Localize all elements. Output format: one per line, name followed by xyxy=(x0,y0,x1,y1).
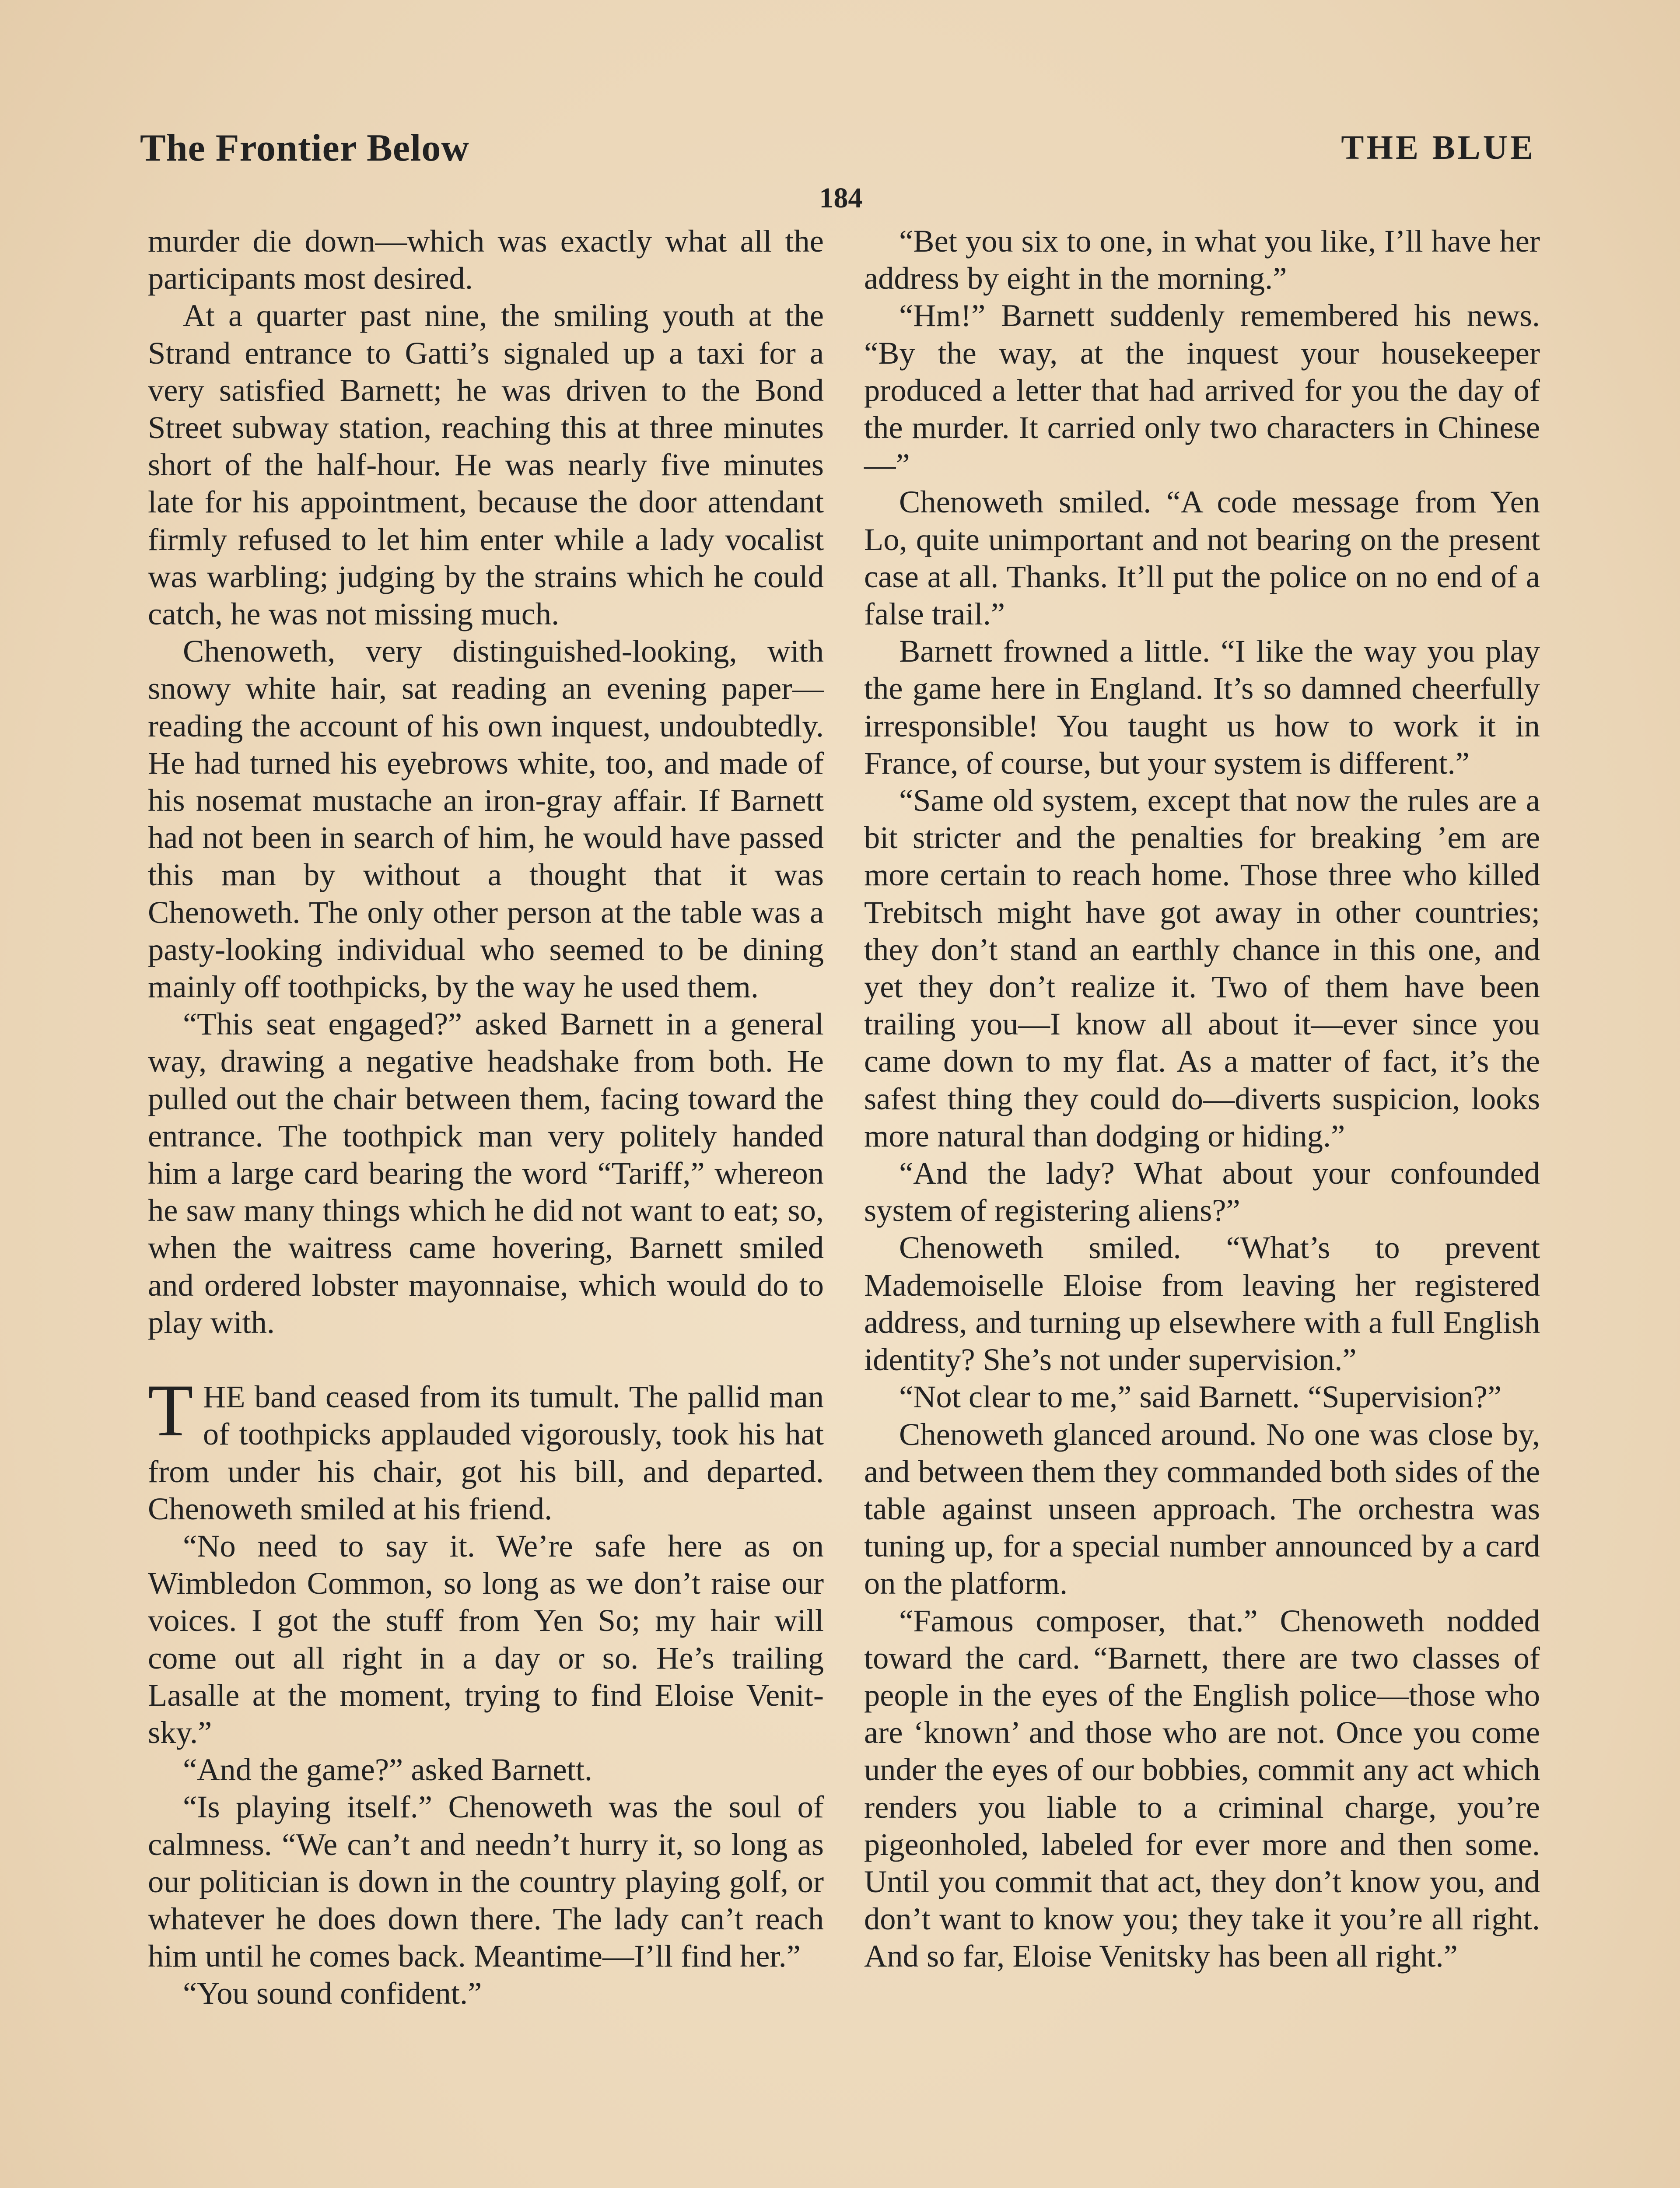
running-head-magazine: THE BLUE xyxy=(1341,128,1536,166)
drop-cap: T xyxy=(148,1369,193,1452)
section-paragraph xyxy=(148,1369,824,1527)
paragraph: Chenoweth smiled. “What’s to prevent Mademoiselle Eloise from leaving her registered address, and turning up elsewhere with a full English identity? She’s not under supervision.” xyxy=(864,1230,1540,1378)
paragraph: Barnett frowned a little. “I like the way you play the game here in England. It’s so damned cheerfully irresponsible! You taught us how to work it in France, of course, but your system is different.” xyxy=(864,633,1540,781)
paragraph: “Not clear to me,” said Barnett. “Supervision?” xyxy=(899,1379,1502,1415)
section-text: HE band ceased from its tumult. The pallid man of toothpicks applauded vigorously, took his hat from under his chair, got his bill, and departed. Chenoweth smiled at his friend. xyxy=(148,1379,824,1526)
running-head-title: The Frontier Below xyxy=(140,127,469,169)
paragraph: At a quarter past nine, the smiling youth at the Strand entrance to Gatti’s signaled up a taxi for a very satisfied Barnett; he was driven to the Bond Street subway station, reaching this at three minutes short of the half-hour. He was nearly five minutes late for his appointment, because the door attendant firmly refused to let him enter while a lady vocalist was warbling; judging by the strains which he could catch, he was not missing much. xyxy=(148,298,824,632)
paragraph: “You sound confident.” xyxy=(183,1975,482,2011)
paragraph: “This seat engaged?” asked Barnett in a general way, drawing a negative headshake from both. He pulled out the chair between them, facing toward the entrance. The toothpick man very politely handed him a large card bearing the word “Tariff,” whereon he saw many things which he did not want to eat; so, when the waitress came hovering, Barnett smiled and ordered lobster mayonnaise, which would do to play with. xyxy=(148,1006,824,1340)
paragraph: “No need to say it. We’re safe here as on Wimbledon Common, so long as we don’t raise our voices. I got the stuff from Yen So; my hair will come out all right in a day or so. He’s trailing Lasalle at the moment, trying to find Eloise Venitsky.” xyxy=(148,1528,824,1750)
paragraph: murder die down—which was exactly what all the participants most desired. xyxy=(148,223,824,296)
left-column xyxy=(148,222,824,2012)
paragraph: Chenoweth glanced around. No one was close by, and between them they commanded both sides of the table against unseen approach. The orchestra was tuning up, for a special number announced by a card on the platform. xyxy=(864,1416,1540,1601)
paragraph: “Hm!” Barnett suddenly remembered his news. “By the way, at the inquest your housekeeper produced a letter that had arrived for you the day of the murder. It carried only two characters in Chinese—” xyxy=(864,298,1540,483)
paragraph: “And the lady? What about your confounded system of registering aliens?” xyxy=(864,1155,1540,1228)
paragraph: “Same old system, except that now the rules are a bit stricter and the penalties for breaking ’em are more certain to reach home. Those three who killed Trebitsch might have got away in other countries; they don’t stand an earthly chance in this one, and yet they don’t realize it. Two of them have been trailing you—I know all about it—ever since you came down to my flat. As a matter of fact, it’s the safest thing they could do—diverts suspicion, looks more natural than dodging or hiding.” xyxy=(864,782,1540,1154)
page-number: 184 xyxy=(819,182,863,214)
paragraph: Chenoweth, very distinguished-looking, with snowy white hair, sat reading an evening paper—reading the account of his own inquest, undoubtedly. He had turned his eyebrows white, too, and made of his nosemat mustache an iron-gray affair. If Barnett had not been in search of him, he would have passed this man by without a thought that it was Chenoweth. The only other person at the table was a pasty-looking individual who seemed to be dining mainly off toothpicks, by the way he used them. xyxy=(148,633,824,1005)
paragraph: “Bet you six to one, in what you like, I’ll have her address by eight in the morning.” xyxy=(864,223,1540,296)
paragraph: Chenoweth smiled. “A code message from Yen Lo, quite unimportant and not bearing on the present case at all. Thanks. It’ll put the police on no end of a false trail.” xyxy=(864,484,1540,632)
paragraph: “Is playing itself.” Chenoweth was the soul of calmness. “We can’t and needn’t hurry it, so long as our politician is down in the country playing golf, or whatever he does down there. The lady can’t reach him until he comes back. Meantime—I’ll find her.” xyxy=(148,1789,824,1974)
paragraph: “And the game?” asked Barnett. xyxy=(183,1752,593,1788)
paragraph: “Famous composer, that.” Chenoweth nodded toward the card. “Barnett, there are two classes of people in the eyes of the English police—those who are ‘known’ and those who are not. Once you come under the eyes of our bobbies, commit any act which renders you liable to a criminal charge, you’re pigeonholed, labeled for ever more and then some. Until you commit that act, they don’t know you, and don’t want to know you; they take it you’re all right. And so far, Eloise Venitsky has been all right.” xyxy=(864,1602,1540,1974)
right-column xyxy=(864,222,1540,1975)
